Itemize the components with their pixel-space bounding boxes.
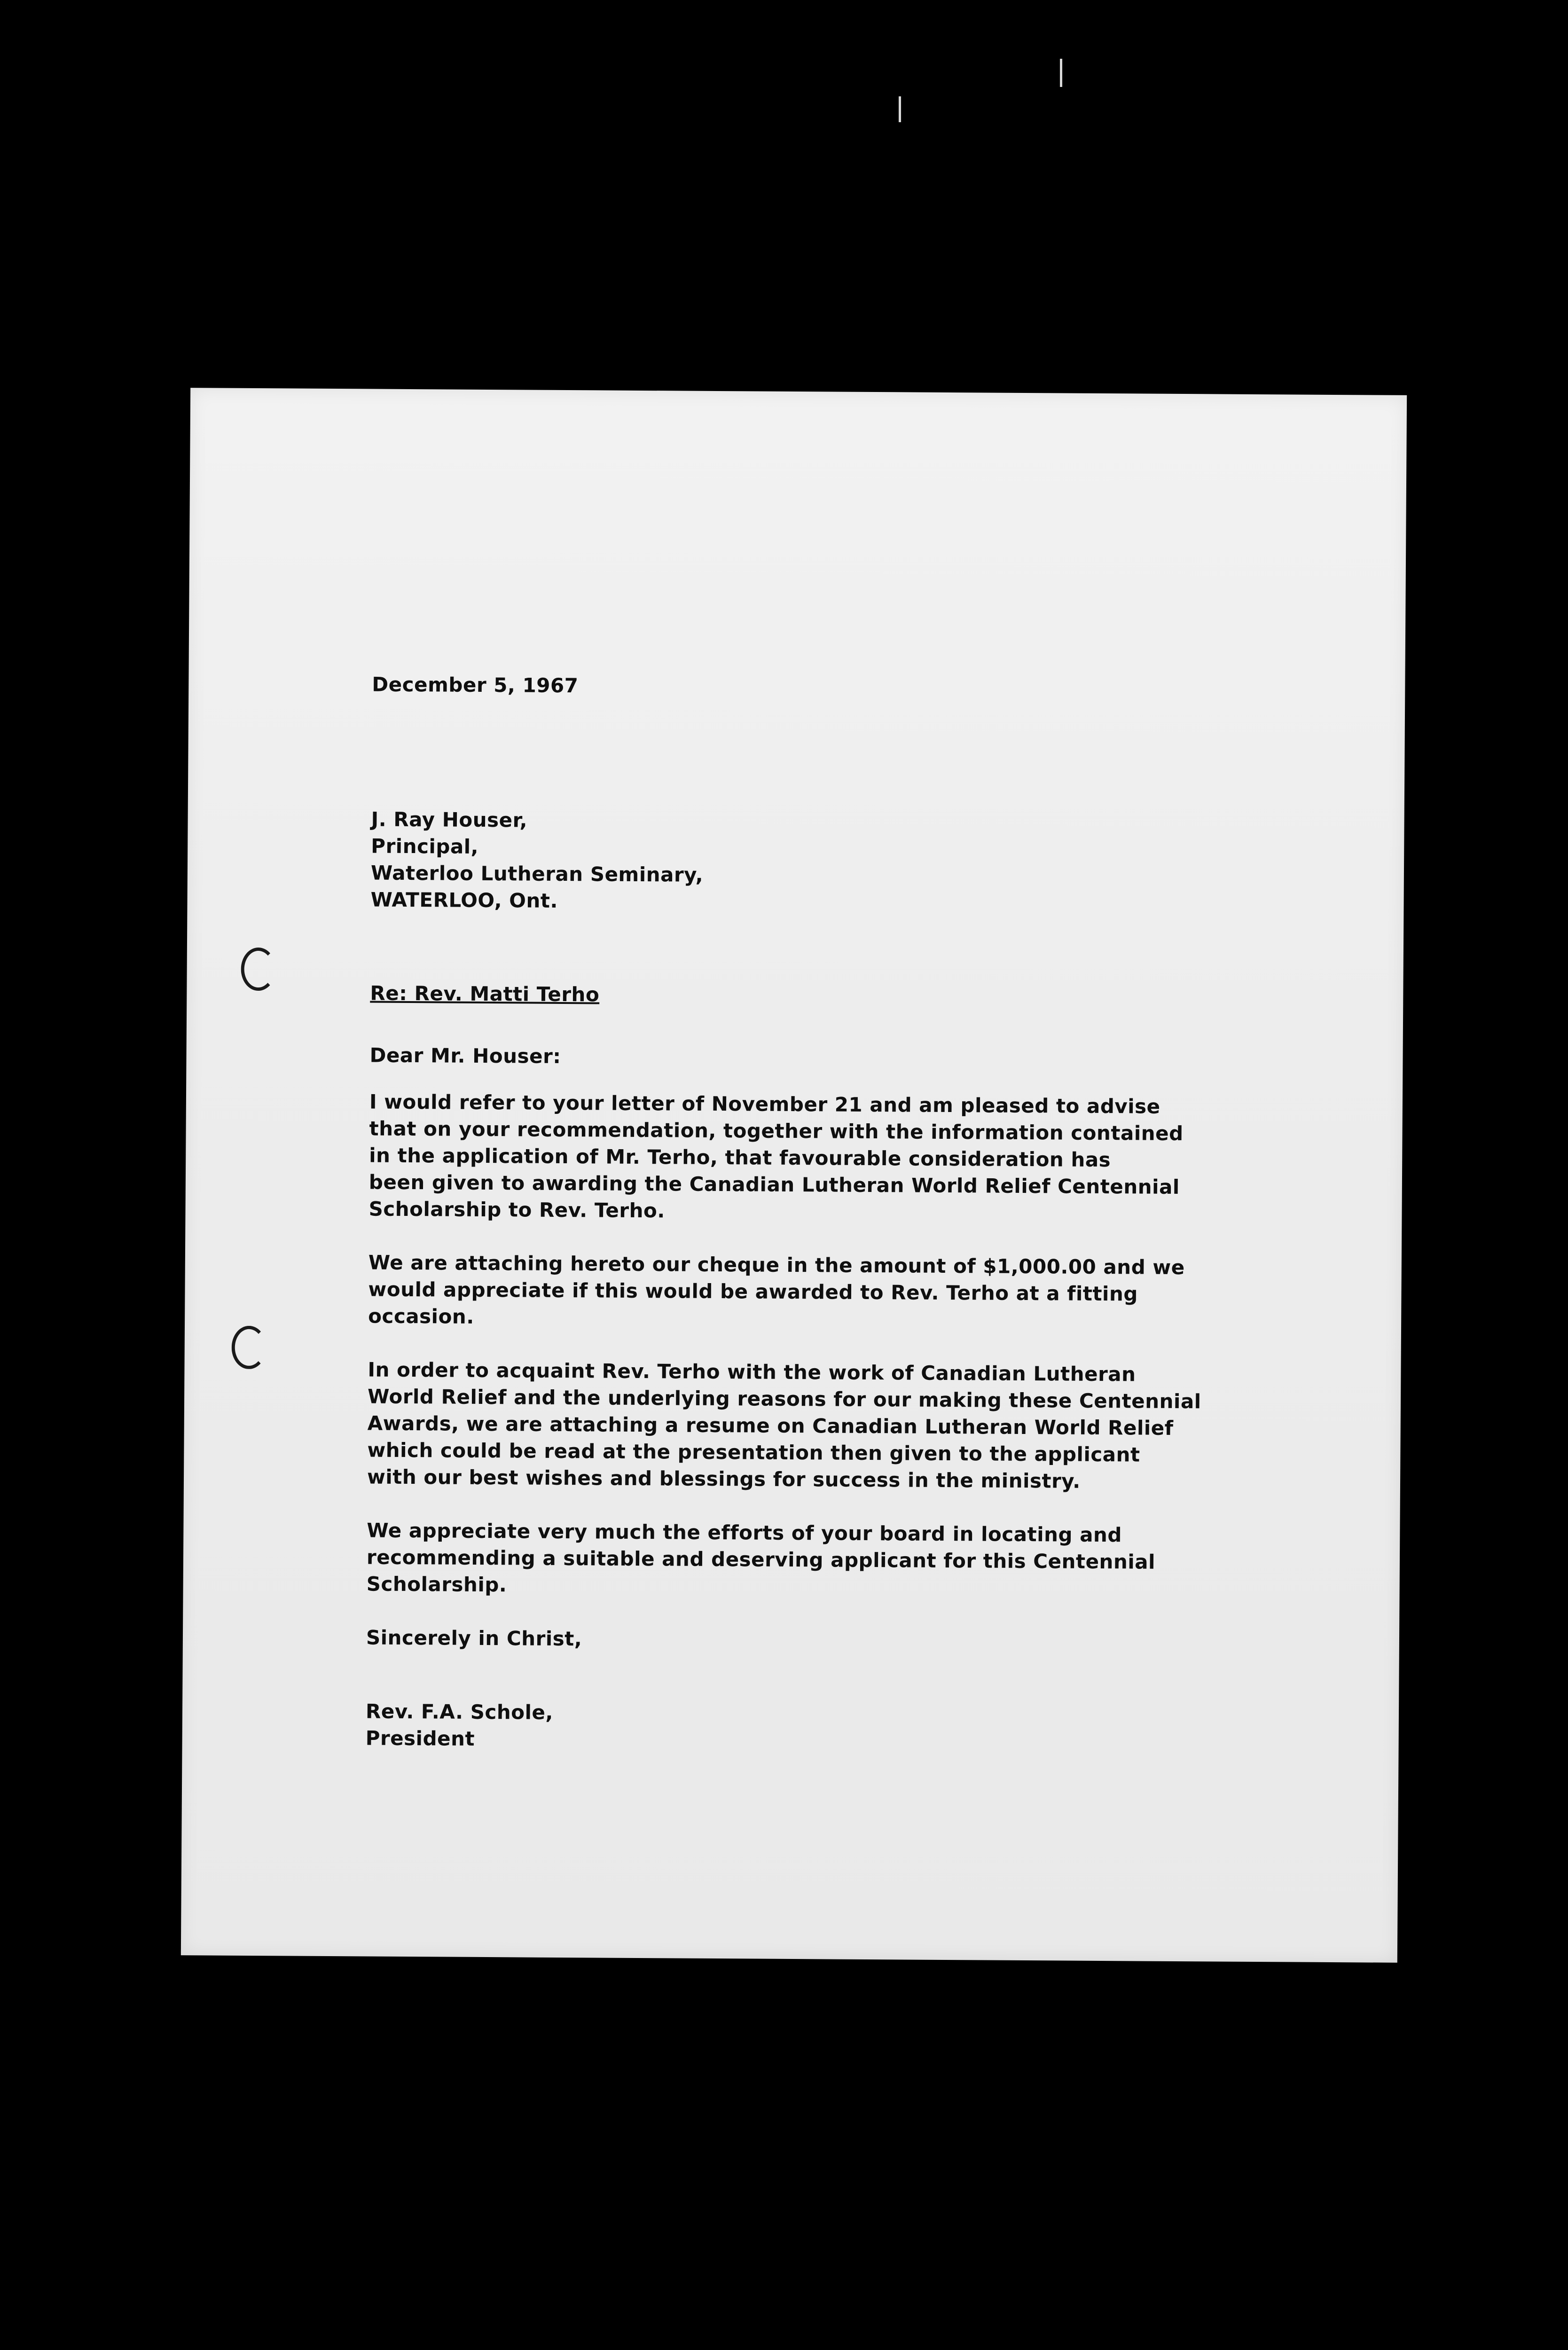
salutation: Dear Mr. Houser: <box>369 1043 561 1068</box>
subject-line: Re: Rev. Matti Terho <box>370 981 600 1006</box>
body-paragraph: We are attaching hereto our cheque in the amount of $1,000.00 and we would appreciate if this would be awarded to Rev. Terho at a fitting occasion. <box>368 1251 1185 1328</box>
recipient-line: Principal, <box>371 834 479 858</box>
recipient-address <box>370 806 1334 919</box>
letter-date: December 5, 1967 <box>372 673 579 697</box>
closing: Sincerely in Christ, <box>366 1626 582 1651</box>
recipient-line: WATERLOO, Ont. <box>370 888 558 912</box>
body-paragraph: We appreciate very much the efforts of your board in locating and recommending a suitable and deserving applicant for this Centennial Scholarship. <box>366 1519 1156 1597</box>
letter-body <box>365 671 1335 1757</box>
punch-hole-bottom <box>231 1326 267 1369</box>
letter-page <box>181 388 1407 1963</box>
body-paragraph: I would refer to your letter of November 21 and am pleased to advise that on your recommendation, together with the information contained in the application of Mr. Terho, that favourable consideration has been given to awarding the Canadian Lutheran World Relief Centennial Scholarship to Rev. Terho. <box>368 1090 1184 1222</box>
film-scratch <box>1060 59 1062 87</box>
recipient-line: J. Ray Houser, <box>371 807 528 832</box>
signatory-title: President <box>365 1726 475 1750</box>
body-paragraph: In order to acquaint Rev. Terho with the work of Canadian Lutheran World Relief and the underlying reasons for our making these Centennial Awards, we are attaching a resume on Canadian Lutheran World Relief which could be read at the presentation then given to the applicant with our best wishes and blessings for success in the ministry. <box>367 1358 1201 1493</box>
film-scratch <box>899 96 901 122</box>
signatory-name: Rev. F.A. Schole, <box>365 1700 554 1724</box>
recipient-line: Waterloo Lutheran Seminary, <box>370 861 704 886</box>
punch-hole-top <box>241 948 276 991</box>
